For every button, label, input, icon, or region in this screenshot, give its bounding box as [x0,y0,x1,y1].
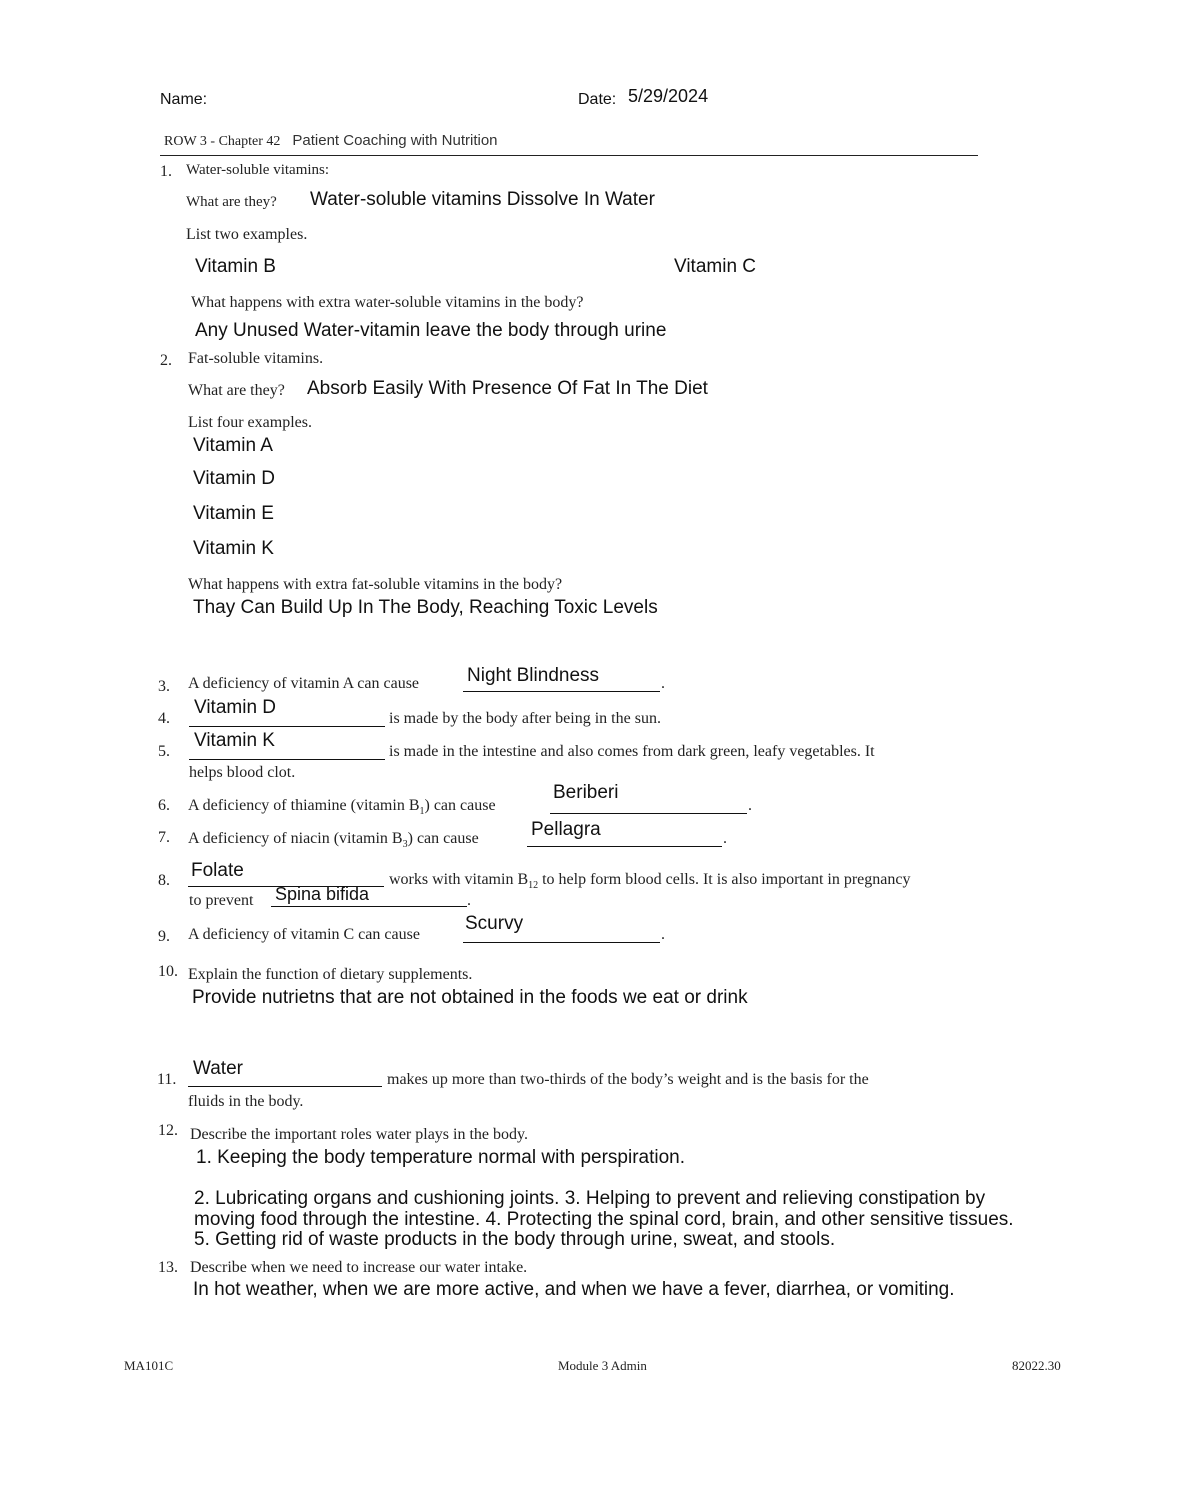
q7-text: A deficiency of niacin (vitamin $B_3$) can cause [188,830,479,850]
q11-text: makes up more than two-thirds of the body’s weight and is the basis for the [387,1071,869,1088]
q10-label: Explain the function of dietary supplements. [188,966,473,983]
q8-period: . [467,892,471,909]
q3-period: . [661,675,665,692]
q12-answer-line2[interactable]: 2. Lubricating organs and cushioning joints. 3. Helping to prevent and relieving constipation by [194,1188,986,1209]
q13-label: Describe when we need to increase our water intake. [190,1259,528,1276]
q1-title: Water-soluble vitamins: [186,162,330,178]
q8-subscript: 12 [528,880,539,891]
q2-list-label: List four examples. [188,414,312,431]
q2-example-4[interactable]: Vitamin K [193,538,274,559]
q4-blank-line [189,726,385,727]
q6-answer[interactable]: Beriberi [553,782,619,803]
q11-blank-line [188,1086,382,1087]
q8-answer[interactable]: Folate [191,860,244,881]
q1-example-1[interactable]: Vitamin B [195,256,276,277]
q2-example-3[interactable]: Vitamin E [193,503,274,524]
header-divider [160,155,978,156]
q8-blank-line-2 [271,906,467,907]
q7-period: . [723,830,727,847]
q9-number: 9. [158,928,170,945]
q10-number: 10. [158,963,178,980]
q12-number: 12. [158,1122,178,1139]
q8-text: works with vitamin $B_{12}$ to help form blood cells. It is also important in pregnancy [389,871,911,891]
q7-answer[interactable]: Pellagra [531,819,601,840]
q3-text: A deficiency of vitamin A can cause [188,675,420,692]
q4-number: 4. [158,710,170,727]
q2-what-answer[interactable]: Absorb Easily With Presence Of Fat In The Diet [307,378,708,399]
q4-answer[interactable]: Vitamin D [194,697,277,718]
course-heading [164,132,498,150]
q6-number: 6. [158,797,170,814]
q3-number: 3. [158,678,170,695]
course-chapter: ROW 3 - Chapter 42 [164,134,281,149]
q2-number: 2. [160,352,172,369]
q11-number: 11. [157,1071,177,1088]
q11-answer[interactable]: Water [193,1058,243,1079]
q5-text-line2: helps blood clot. [189,764,296,781]
q12-label: Describe the important roles water plays in the body. [190,1126,528,1143]
q2-title: Fat-soluble vitamins. [188,350,324,367]
q10-answer[interactable]: Provide nutrietns that are not obtained in the foods we eat or drink [192,987,748,1008]
q12-answer-line4[interactable]: 5. Getting rid of waste products in the body through urine, sweat, and stools. [194,1229,836,1250]
q8-answer-2[interactable]: Spina bifida [275,884,370,904]
q4-text: is made by the body after being in the sun. [389,710,661,727]
q6-period: . [748,797,752,814]
q9-text: A deficiency of vitamin C can cause [188,926,420,943]
course-title: Patient Coaching with Nutrition [292,132,498,149]
q7-subscript: 3 [402,839,408,850]
q2-what-label: What are they? [188,382,285,399]
q5-answer[interactable]: Vitamin K [194,730,275,751]
q9-blank-line [463,942,660,943]
footer-course-code: MA101C [124,1358,174,1373]
q2-example-2[interactable]: Vitamin D [193,468,276,489]
q6-text: A deficiency of thiamine (vitamin $B_1$) can cause [188,797,496,817]
q1-extra-label: What happens with extra water-soluble vitamins in the body? [191,294,584,311]
q13-answer[interactable]: In hot weather, when we are more active, and when we have a fever, diarrhea, or vomiting. [193,1279,955,1300]
q5-blank-line [189,759,385,760]
q8-text-line2: to prevent [189,892,254,909]
name-label: Name: [160,91,208,108]
date-label: Date: [578,91,617,108]
footer-code: 82022.30 [1012,1358,1061,1373]
q1-number: 1. [160,163,172,180]
q1-what-answer[interactable]: Water-soluble vitamins Dissolve In Water [310,189,655,210]
q13-number: 13. [158,1259,178,1276]
q5-text: is made in the intestine and also comes from dark green, leafy vegetables. It [389,743,875,760]
q1-example-2[interactable]: Vitamin C [674,256,757,277]
footer-module: Module 3 Admin [558,1358,647,1373]
q9-answer[interactable]: Scurvy [465,913,524,934]
q8-number: 8. [158,872,170,889]
q2-example-1[interactable]: Vitamin A [193,435,273,456]
q6-subscript: 1 [419,806,425,817]
q11-text-line2: fluids in the body. [188,1093,304,1110]
q1-list-label: List two examples. [186,226,308,243]
q6-blank-line [550,813,747,814]
q7-blank-line [527,846,722,847]
q7-number: 7. [158,829,170,846]
q12-answer-line3[interactable]: moving food through the intestine. 4. Protecting the spinal cord, brain, and other sensitive tissues. [194,1209,1014,1230]
q9-period: . [661,926,665,943]
q5-number: 5. [158,743,170,760]
date-field[interactable]: 5/29/2024 [628,86,709,106]
q3-answer[interactable]: Night Blindness [467,665,600,686]
q12-answer-line1[interactable]: 1. Keeping the body temperature normal with perspiration. [196,1147,685,1168]
q2-extra-label: What happens with extra fat-soluble vitamins in the body? [188,576,563,593]
q1-extra-answer[interactable]: Any Unused Water-vitamin leave the body through urine [195,320,667,341]
q3-blank-line [463,691,660,692]
q1-what-label: What are they? [186,194,277,210]
q2-extra-answer[interactable]: Thay Can Build Up In The Body, Reaching Toxic Levels [193,597,658,618]
